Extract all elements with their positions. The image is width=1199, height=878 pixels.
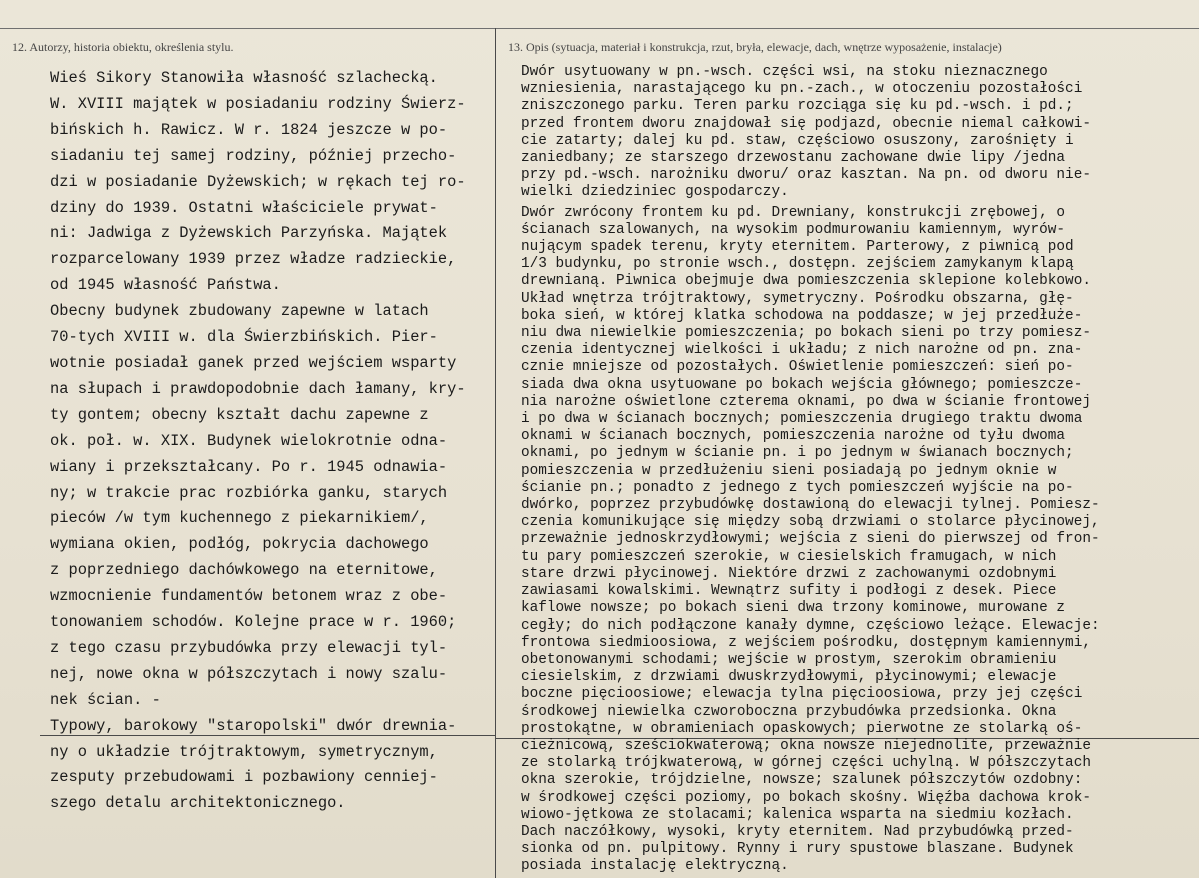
description-line: wiowo-jętkowa ze stolacami; kalenica wsparta na siedmiu kozłach. xyxy=(521,806,1074,823)
description-line: obetonowanymi schodami; wejście w prostym, szerokim obramieniu xyxy=(521,651,1057,668)
description-line: czenia identycznej wielkości i układu; z nich narożne od pn. zna- xyxy=(521,342,1083,359)
description-line: ścianach szalowanych, na wysokim podmurowaniu kamiennym, wyrów- xyxy=(521,221,1066,238)
history-line: wiany i przekształcany. Po r. 1945 odnawia- xyxy=(50,457,448,476)
history-text-column xyxy=(50,66,495,817)
history-paragraph xyxy=(50,299,495,714)
history-line: tonowaniem schodów. Kolejne prace w r. 1960; xyxy=(50,613,457,632)
history-line: ny; w trakcie prac rozbiórka ganku, starych xyxy=(50,483,448,502)
history-line: Obecny budynek zbudowany zapewne w latach xyxy=(50,302,429,321)
description-line: dwórko, poprzez przybudówkę dostawioną do elewacji tylnej. Pomiesz- xyxy=(521,497,1100,514)
column-divider xyxy=(495,28,496,878)
description-line: cznie mniejsze od pozostałych. Oświetlenie pomieszczeń: sień po- xyxy=(521,359,1074,376)
description-line: sionka od pn. pulpitowy. Rynny i rury spustowe blaszane. Budynek xyxy=(521,841,1074,858)
description-line: czenia komunikujące się między sobą drzwiami o stolarce płycinowej, xyxy=(521,514,1100,531)
description-line: przeważnie jednoskrzydłowymi; wejścia z sieni do pierwszej od fron- xyxy=(521,531,1100,548)
history-line: Typowy, barokowy "staropolski" dwór drewnia- xyxy=(50,716,457,735)
history-line: ok. poł. w. XIX. Budynek wielokrotnie odna- xyxy=(50,431,448,450)
history-line: rozparcelowany 1939 przez władze radzieckie, xyxy=(50,250,457,269)
description-text-column xyxy=(521,64,1199,876)
description-line: pomieszczenia w przedłużeniu sieni posiadają po jednym oknie w xyxy=(521,462,1057,479)
description-line: Dach naczółkowy, wysoki, kryty eternitem. Nad przybudówką przed- xyxy=(521,823,1074,840)
history-line: ni: Jadwiga z Dyżewskich Parzyńska. Majątek xyxy=(50,224,448,243)
description-paragraph xyxy=(521,64,1199,202)
description-line: i po dwa w ścianach bocznych; pomieszczenia drugiego traktu dwoma xyxy=(521,411,1083,428)
description-line: tu pary pomieszczeń szerokie, w ciesielskich framugach, w nich xyxy=(521,548,1057,565)
history-line: nej, nowe okna w półszczytach i nowy szalu- xyxy=(50,664,448,683)
description-line: cieżnicową, sześciokwaterową; okna nowsze niejednolite, przeważnie xyxy=(521,737,1091,754)
description-line: nującym spadek terenu, kryty eternitem. Parterowy, z piwnicą pod xyxy=(521,239,1074,256)
description-line: siada dwa okna usytuowane po bokach wejścia głównego; pomieszcze- xyxy=(521,376,1083,393)
description-line: kaflowe nowsze; po bokach sieni dwa trzony kominowe, murowane z xyxy=(521,600,1066,617)
history-line: pieców /w tym kuchennego z piekarnikiem/, xyxy=(50,509,429,528)
section-12-header: 12. Autorzy, historia obiektu, określenia stylu. xyxy=(12,40,234,54)
description-line: przed frontem dworu znajdował się podjazd, obecnie niemal całkowi- xyxy=(521,115,1091,132)
history-line: z poprzedniego dachówkowego na eternitowe, xyxy=(50,561,438,580)
description-line: wielki dziedziniec gospodarczy. xyxy=(521,184,789,201)
description-line: 1/3 budynku, po stronie wsch., dostępn. zejściem zamykanym klapą xyxy=(521,256,1074,273)
description-line: cie zatarty; dalej ku pd. staw, częściowo osuszony, zarośnięty i xyxy=(521,132,1074,149)
description-line: Dwór zwrócony frontem ku pd. Drewniany, konstrukcji zrębowej, o xyxy=(521,204,1066,221)
description-line: stare drzwi płycinowej. Niektóre drzwi z zachowanymi ozdobnymi xyxy=(521,565,1057,582)
description-line: frontowa siedmioosiowa, z wejściem pośrodku, dostępnym kamiennymi, xyxy=(521,634,1091,651)
description-line: boczne pięcioosiowe; elewacja tylna pięcioosiowa, przy jej części xyxy=(521,686,1083,703)
description-line: w środkowej części poziomy, po bokach skośny. Więźba dachowa krok- xyxy=(521,789,1091,806)
description-line: zaniedbany; ze starszego drzewostanu zachowane dwie lipy /jedna xyxy=(521,150,1066,167)
history-line: z tego czasu przybudówka przy elewacji tyl- xyxy=(50,638,448,657)
description-line: zniszczonego parku. Teren parku rozciąga się ku pd.-wsch. i pd.; xyxy=(521,98,1074,115)
description-line: Układ wnętrza trójtraktowy, symetryczny. Pośrodku obszarna, głę- xyxy=(521,290,1074,307)
description-line: wzniesienia, narastającego ku pn.-zach., w otoczeniu pozostałości xyxy=(521,81,1083,98)
description-line: ciesielskim, z drzwiami dwuskrzydłowymi, płycinowymi; elewacje xyxy=(521,669,1057,686)
description-line: prostokątne, w obramieniach opaskowych; pierwotne ze stolarką oś- xyxy=(521,720,1083,737)
history-paragraph xyxy=(50,66,495,299)
section-13-header: 13. Opis (sytuacja, materiał i konstrukcja, rzut, bryła, elewacje, dach, wnętrze wyposażenie, instalacje) xyxy=(508,40,1002,54)
description-line: zawiasami kowalskimi. Wewnątrz sufity i podłogi z desek. Piece xyxy=(521,583,1057,600)
history-line: ty gontem; obecny kształt dachu zapewne z xyxy=(50,405,429,424)
history-paragraph xyxy=(50,714,495,818)
description-line: ścianie pn.; ponadto z jednego z tych pomieszczeń wyjście na po- xyxy=(521,479,1074,496)
history-line: ny o układzie trójtraktowym, symetrycznym, xyxy=(50,742,438,761)
description-line: niu dwa niewielkie pomieszczenia; po bokach sieni po trzy pomiesz- xyxy=(521,325,1091,342)
description-line: okna szerokie, trójdzielne, nowsze; szalunek półszczytów ozdobny: xyxy=(521,772,1083,789)
history-line: dziny do 1939. Ostatni właściciele prywat- xyxy=(50,198,438,217)
description-line: Dwór usytuowany w pn.-wsch. części wsi, na stoku nieznacznego xyxy=(521,64,1048,80)
history-line: dzi w posiadanie Dyżewskich; w rękach tej ro- xyxy=(50,172,466,191)
history-line: szego detalu architektonicznego. xyxy=(50,794,346,813)
history-line: Wieś Sikory Stanowiła własność szlachecką. xyxy=(50,69,438,87)
description-line: cegły; do nich podłączone kanały dymne, częściowo leżące. Elewacje: xyxy=(521,617,1100,634)
history-line: wymiana okien, podłóg, pokrycia dachowego xyxy=(50,535,429,554)
history-line: nek ścian. - xyxy=(50,690,161,709)
description-line: oknami, po jednym w ścianie pn. i po jednym w świanach bocznych; xyxy=(521,445,1074,462)
history-line: zesputy przebudowami i pozbawiony cenniej- xyxy=(50,768,438,787)
description-line: ze stolarką trójkwaterową, w górnej części uchylną. W półszczytach xyxy=(521,755,1091,772)
history-line: W. XVIII majątek w posiadaniu rodziny Świerz- xyxy=(50,94,466,113)
description-line: przy pd.-wsch. narożniku dworu/ oraz kasztan. Na pn. od dworu nie- xyxy=(521,167,1091,184)
description-line: boka sień, w której klatka schodowa na poddasze; w jej przedłuże- xyxy=(521,307,1083,324)
description-line: środkowej niewielka czworoboczna przybudówka przedsionka. Okna xyxy=(521,703,1057,720)
history-line: na słupach i prawdopodobnie dach łamany, kry- xyxy=(50,379,466,398)
description-paragraph xyxy=(521,205,1199,876)
description-line: nia narożne oświetlone czterema oknami, po dwa w ścianie frontowej xyxy=(521,393,1091,410)
history-line: bińskich h. Rawicz. W r. 1824 jeszcze w po- xyxy=(50,120,448,139)
top-rule xyxy=(0,28,1199,29)
history-line: siadaniu tej samej rodziny, później przecho- xyxy=(50,146,457,165)
history-line: wotnie posiadał ganek przed wejściem wsparty xyxy=(50,353,457,372)
description-line: oknami w ścianach bocznych, pomieszczenia narożne od tyłu dwoma xyxy=(521,428,1066,445)
history-line: wzmocnienie fundamentów betonem wraz z obe- xyxy=(50,587,448,606)
description-line: posiada instalację elektryczną. xyxy=(521,858,789,875)
history-line: 70-tych XVIII w. dla Świerzbińskich. Pier- xyxy=(50,328,438,347)
history-line: od 1945 własność Państwa. xyxy=(50,276,281,295)
description-line: drewnianą. Piwnica obejmuje dwa pomieszczenia sklepione kolebkowo. xyxy=(521,273,1091,290)
